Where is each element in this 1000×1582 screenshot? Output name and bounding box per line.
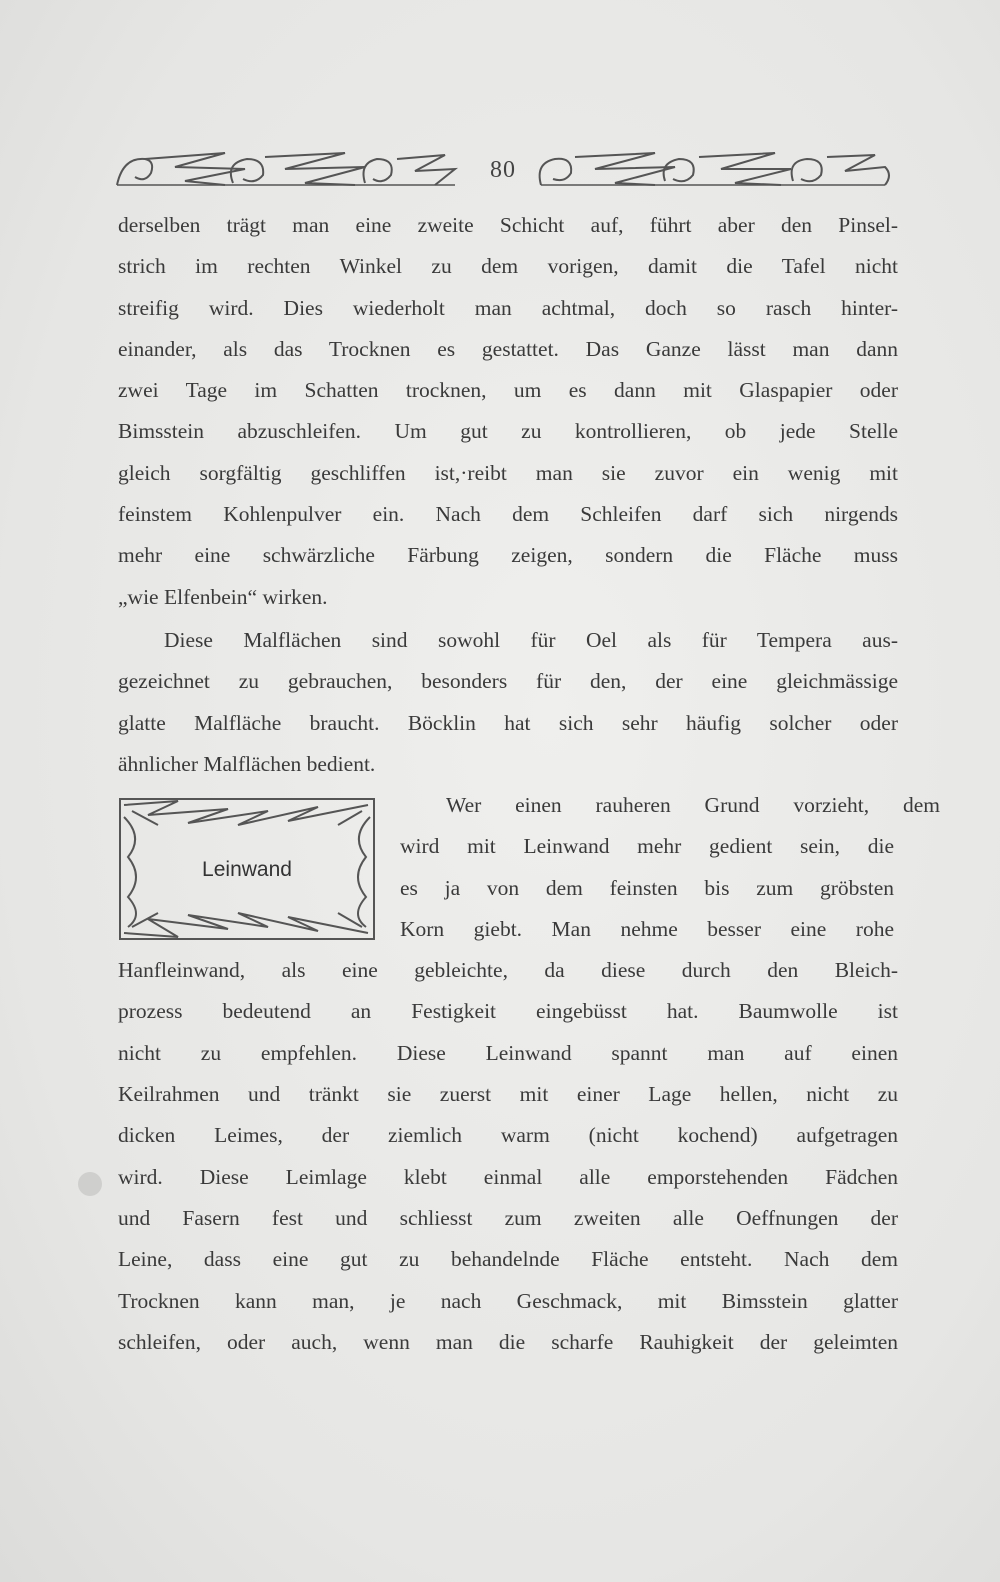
text-line: mehr eine schwärzliche Färbung zeigen, sondern die Fläche muss: [118, 543, 898, 568]
text-line: gleich sorgfältig geschliffen ist,·reibt man sie zuvor ein wenig mit: [118, 460, 898, 485]
text-line: wird. Diese Leimlage klebt einmal alle emporstehenden Fädchen: [118, 1164, 898, 1189]
paragraph-2: [118, 620, 898, 785]
text-line: prozess bedeutend an Festigkeit eingebüsst hat. Baumwolle ist: [118, 999, 898, 1024]
text-line: Leine, dass eine gut zu behandelnde Fläche entsteht. Nach dem: [118, 1247, 898, 1272]
text-line: Keilrahmen und tränkt sie zuerst mit einer Lage hellen, nicht zu: [118, 1082, 898, 1107]
text-line: und Fasern fest und schliesst zum zweiten alle Oeffnungen der: [118, 1205, 898, 1230]
text-line: zwei Tage im Schatten trocknen, um es dann mit Glaspapier oder: [118, 378, 898, 403]
text-line: strich im rechten Winkel zu dem vorigen, damit die Tafel nicht: [118, 254, 898, 279]
text-line: einander, als das Trocknen es gestattet. Das Ganze lässt man dann: [118, 336, 898, 361]
text-line: streifig wird. Dies wiederholt man achtmal, doch so rasch hinter-: [118, 295, 898, 320]
page-number: 80: [490, 157, 516, 183]
text-line: schleifen, oder auch, wenn man die scharfe Rauhigkeit der geleimten: [118, 1329, 898, 1354]
text-line: es ja von dem feinsten bis zum gröbsten: [400, 875, 894, 900]
text-line: wird mit Leinwand mehr gedient sein, die: [400, 834, 894, 859]
text-line: gezeichnet zu gebrauchen, besonders für den, der eine gleichmässige: [118, 669, 898, 694]
right-ornament-icon: [535, 145, 895, 195]
text-line: „wie Elfenbein“ wirken.: [118, 584, 328, 609]
paper-stain: [78, 1172, 102, 1196]
paragraph-1: [118, 205, 898, 618]
text-line: glatte Malfläche braucht. Böcklin hat sich sehr häufig solcher oder: [118, 710, 898, 735]
text-line: nicht zu empfehlen. Diese Leinwand spannt man auf einen: [118, 1040, 898, 1065]
sidebar-label: Leinwand: [202, 858, 292, 881]
text-line: Wer einen rauheren Grund vorzieht, dem: [446, 793, 940, 817]
text-line: Trocknen kann man, je nach Geschmack, mit Bimsstein glatter: [118, 1288, 898, 1313]
text-line: feinstem Kohlenpulver ein. Nach dem Schleifen darf sich nirgends: [118, 502, 898, 527]
text-line: Bimsstein abzuschleifen. Um gut zu kontrollieren, ob jede Stelle: [118, 419, 898, 444]
text-line: dicken Leimes, der ziemlich warm (nicht kochend) aufgetragen: [118, 1123, 898, 1148]
text-line: derselben trägt man eine zweite Schicht auf, führt aber den Pinsel-: [118, 213, 898, 237]
text-line: Hanfleinwand, als eine gebleichte, da diese durch den Bleich-: [118, 958, 898, 983]
left-ornament-icon: [115, 145, 465, 195]
text-line: Diese Malflächen sind sowohl für Oel als für Tempera aus-: [164, 628, 898, 652]
text-line: Korn giebt. Man nehme besser eine rohe: [400, 916, 894, 941]
text-line: ähnlicher Malflächen bedient.: [118, 751, 376, 776]
paragraph-3: [118, 785, 940, 1363]
